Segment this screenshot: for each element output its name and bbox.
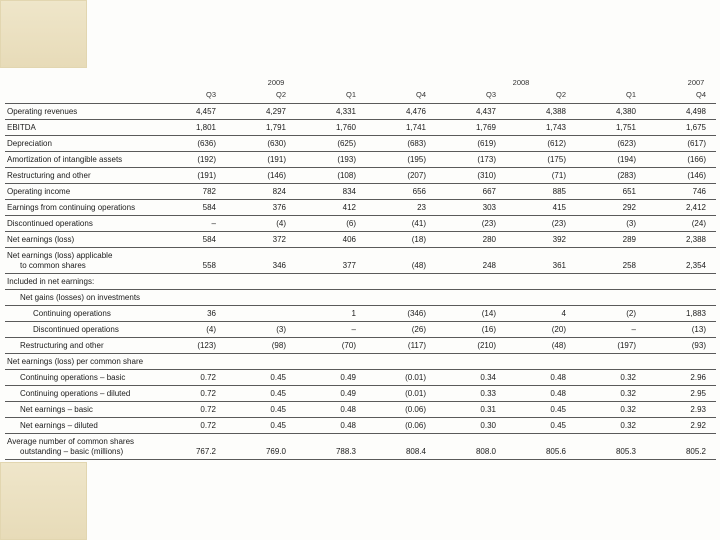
value-cell: (193) bbox=[296, 152, 366, 168]
value-cell: (146) bbox=[646, 168, 716, 184]
value-cell: 4,476 bbox=[366, 104, 436, 120]
table-row bbox=[5, 434, 716, 460]
value-cell: (3) bbox=[576, 216, 646, 232]
year-header-row bbox=[5, 77, 716, 89]
value-cell bbox=[296, 354, 366, 370]
table-row bbox=[5, 136, 716, 152]
row-label: Net earnings – basic bbox=[5, 402, 156, 418]
value-cell: 1,760 bbox=[296, 120, 366, 136]
row-label: Net earnings (loss) per common share bbox=[5, 354, 156, 370]
value-cell bbox=[156, 290, 226, 306]
table-row bbox=[5, 322, 716, 338]
table-row bbox=[5, 216, 716, 232]
row-label: Included in net earnings: bbox=[5, 274, 156, 290]
value-cell: 746 bbox=[646, 184, 716, 200]
value-cell: 4,380 bbox=[576, 104, 646, 120]
value-cell: (636) bbox=[156, 136, 226, 152]
slide-decoration-top-left bbox=[0, 0, 87, 68]
value-cell: 4 bbox=[506, 306, 576, 322]
value-cell: 289 bbox=[576, 232, 646, 248]
quarter-header-row bbox=[5, 89, 716, 104]
value-cell: 805.6 bbox=[506, 434, 576, 460]
value-cell bbox=[226, 290, 296, 306]
value-cell: (191) bbox=[156, 168, 226, 184]
value-cell: 558 bbox=[156, 248, 226, 274]
value-cell: 1,743 bbox=[506, 120, 576, 136]
value-cell: (210) bbox=[436, 338, 506, 354]
table-row bbox=[5, 152, 716, 168]
value-cell: (683) bbox=[366, 136, 436, 152]
row-label: Discontinued operations bbox=[5, 322, 156, 338]
value-cell: (93) bbox=[646, 338, 716, 354]
value-cell: 788.3 bbox=[296, 434, 366, 460]
row-label: Earnings from continuing operations bbox=[5, 200, 156, 216]
value-cell bbox=[436, 274, 506, 290]
value-cell: 4,437 bbox=[436, 104, 506, 120]
value-cell: (24) bbox=[646, 216, 716, 232]
value-cell: 0.45 bbox=[226, 402, 296, 418]
value-cell: (2) bbox=[576, 306, 646, 322]
quarter-header-spacer bbox=[5, 89, 156, 104]
value-cell: (6) bbox=[296, 216, 366, 232]
year-label: 2008 bbox=[512, 78, 530, 87]
value-cell: 667 bbox=[436, 184, 506, 200]
value-cell: (18) bbox=[366, 232, 436, 248]
value-cell: 0.32 bbox=[576, 370, 646, 386]
value-cell: 0.72 bbox=[156, 402, 226, 418]
value-cell: 2.96 bbox=[646, 370, 716, 386]
row-label: Depreciation bbox=[5, 136, 156, 152]
value-cell: (0.06) bbox=[366, 402, 436, 418]
value-cell: 1,883 bbox=[646, 306, 716, 322]
value-cell: 651 bbox=[576, 184, 646, 200]
value-cell: (207) bbox=[366, 168, 436, 184]
value-cell bbox=[436, 354, 506, 370]
value-cell: (0.01) bbox=[366, 370, 436, 386]
value-cell: (310) bbox=[436, 168, 506, 184]
value-cell: – bbox=[156, 216, 226, 232]
table-body bbox=[5, 104, 716, 460]
value-cell: 769.0 bbox=[226, 434, 296, 460]
value-cell: (23) bbox=[436, 216, 506, 232]
table-row bbox=[5, 402, 716, 418]
value-cell: 584 bbox=[156, 200, 226, 216]
value-cell: (70) bbox=[296, 338, 366, 354]
value-cell: 0.45 bbox=[226, 370, 296, 386]
value-cell: 1,675 bbox=[646, 120, 716, 136]
row-label: Continuing operations bbox=[5, 306, 156, 322]
value-cell: 805.3 bbox=[576, 434, 646, 460]
row-label: Operating income bbox=[5, 184, 156, 200]
value-cell bbox=[366, 274, 436, 290]
table-row bbox=[5, 306, 716, 322]
value-cell bbox=[156, 354, 226, 370]
value-cell: (41) bbox=[366, 216, 436, 232]
value-cell bbox=[576, 274, 646, 290]
table-row bbox=[5, 120, 716, 136]
value-cell: 0.32 bbox=[576, 402, 646, 418]
value-cell: 1,769 bbox=[436, 120, 506, 136]
value-cell: (0.06) bbox=[366, 418, 436, 434]
value-cell: 805.2 bbox=[646, 434, 716, 460]
value-cell: 346 bbox=[226, 248, 296, 274]
table-row bbox=[5, 274, 716, 290]
value-cell: 2.92 bbox=[646, 418, 716, 434]
value-cell: 767.2 bbox=[156, 434, 226, 460]
value-cell: (98) bbox=[226, 338, 296, 354]
value-cell: 1,801 bbox=[156, 120, 226, 136]
value-cell bbox=[506, 354, 576, 370]
quarter-label: Q2 bbox=[506, 89, 576, 104]
value-cell: – bbox=[296, 322, 366, 338]
value-cell: (166) bbox=[646, 152, 716, 168]
value-cell: 2,388 bbox=[646, 232, 716, 248]
value-cell: (26) bbox=[366, 322, 436, 338]
value-cell: 406 bbox=[296, 232, 366, 248]
table-row bbox=[5, 184, 716, 200]
value-cell: 0.72 bbox=[156, 370, 226, 386]
value-cell: 376 bbox=[226, 200, 296, 216]
value-cell: 4,388 bbox=[506, 104, 576, 120]
row-label: Restructuring and other bbox=[5, 338, 156, 354]
value-cell: 0.48 bbox=[296, 418, 366, 434]
value-cell bbox=[296, 290, 366, 306]
row-label: Net earnings (loss) bbox=[5, 232, 156, 248]
value-cell: (4) bbox=[226, 216, 296, 232]
value-cell: (71) bbox=[506, 168, 576, 184]
quarter-label: Q1 bbox=[296, 89, 366, 104]
value-cell: (173) bbox=[436, 152, 506, 168]
value-cell: 4,297 bbox=[226, 104, 296, 120]
value-cell: 36 bbox=[156, 306, 226, 322]
value-cell: 361 bbox=[506, 248, 576, 274]
value-cell: (146) bbox=[226, 168, 296, 184]
value-cell: (346) bbox=[366, 306, 436, 322]
value-cell: 834 bbox=[296, 184, 366, 200]
value-cell: (194) bbox=[576, 152, 646, 168]
row-label: Net earnings – diluted bbox=[5, 418, 156, 434]
value-cell: 2.95 bbox=[646, 386, 716, 402]
value-cell: (175) bbox=[506, 152, 576, 168]
value-cell: (0.01) bbox=[366, 386, 436, 402]
year-label: 2009 bbox=[267, 78, 285, 87]
value-cell: (197) bbox=[576, 338, 646, 354]
value-cell: 258 bbox=[576, 248, 646, 274]
value-cell: (195) bbox=[366, 152, 436, 168]
table-row bbox=[5, 338, 716, 354]
value-cell: 303 bbox=[436, 200, 506, 216]
value-cell bbox=[646, 354, 716, 370]
value-cell: 808.4 bbox=[366, 434, 436, 460]
quarter-label: Q1 bbox=[576, 89, 646, 104]
row-label: Continuing operations – basic bbox=[5, 370, 156, 386]
quarter-label: Q4 bbox=[366, 89, 436, 104]
value-cell bbox=[436, 290, 506, 306]
value-cell: 0.30 bbox=[436, 418, 506, 434]
table-row bbox=[5, 168, 716, 184]
value-cell: 1,791 bbox=[226, 120, 296, 136]
value-cell: 0.48 bbox=[296, 402, 366, 418]
table-row bbox=[5, 290, 716, 306]
value-cell: (14) bbox=[436, 306, 506, 322]
value-cell bbox=[506, 290, 576, 306]
value-cell bbox=[506, 274, 576, 290]
value-cell: 0.72 bbox=[156, 418, 226, 434]
value-cell: 0.32 bbox=[576, 418, 646, 434]
value-cell bbox=[646, 290, 716, 306]
value-cell bbox=[366, 354, 436, 370]
value-cell: 808.0 bbox=[436, 434, 506, 460]
row-label: Net gains (losses) on investments bbox=[5, 290, 156, 306]
value-cell: 0.45 bbox=[506, 418, 576, 434]
value-cell: 0.45 bbox=[226, 418, 296, 434]
value-cell: (192) bbox=[156, 152, 226, 168]
table-row bbox=[5, 354, 716, 370]
value-cell: 4,498 bbox=[646, 104, 716, 120]
value-cell: (617) bbox=[646, 136, 716, 152]
table-row bbox=[5, 200, 716, 216]
value-cell: 0.34 bbox=[436, 370, 506, 386]
slide-decoration-bottom-left bbox=[0, 462, 87, 540]
value-cell: 377 bbox=[296, 248, 366, 274]
value-cell bbox=[226, 274, 296, 290]
row-label: EBITDA bbox=[5, 120, 156, 136]
quarter-label: Q2 bbox=[226, 89, 296, 104]
value-cell: (283) bbox=[576, 168, 646, 184]
value-cell: 885 bbox=[506, 184, 576, 200]
value-cell: 0.48 bbox=[506, 370, 576, 386]
row-label: Net earnings (loss) applicable to common shares bbox=[5, 248, 156, 274]
value-cell bbox=[576, 290, 646, 306]
value-cell: 0.72 bbox=[156, 386, 226, 402]
value-cell: (623) bbox=[576, 136, 646, 152]
value-cell: 2,354 bbox=[646, 248, 716, 274]
value-cell: (625) bbox=[296, 136, 366, 152]
value-cell: 584 bbox=[156, 232, 226, 248]
row-label: Operating revenues bbox=[5, 104, 156, 120]
value-cell: 0.32 bbox=[576, 386, 646, 402]
value-cell: 1,741 bbox=[366, 120, 436, 136]
row-label: Continuing operations – diluted bbox=[5, 386, 156, 402]
value-cell: 1 bbox=[296, 306, 366, 322]
quarter-label: Q3 bbox=[436, 89, 506, 104]
value-cell bbox=[646, 274, 716, 290]
value-cell: 2,412 bbox=[646, 200, 716, 216]
value-cell: 0.31 bbox=[436, 402, 506, 418]
value-cell: (4) bbox=[156, 322, 226, 338]
value-cell: 0.49 bbox=[296, 370, 366, 386]
value-cell: 292 bbox=[576, 200, 646, 216]
value-cell: (630) bbox=[226, 136, 296, 152]
value-cell: (48) bbox=[506, 338, 576, 354]
value-cell: 415 bbox=[506, 200, 576, 216]
value-cell: 2.93 bbox=[646, 402, 716, 418]
value-cell bbox=[226, 354, 296, 370]
value-cell bbox=[576, 354, 646, 370]
value-cell: (123) bbox=[156, 338, 226, 354]
value-cell: 372 bbox=[226, 232, 296, 248]
table-row bbox=[5, 418, 716, 434]
quarterly-financials-table bbox=[5, 77, 716, 460]
value-cell: 4,331 bbox=[296, 104, 366, 120]
value-cell: (619) bbox=[436, 136, 506, 152]
table-row bbox=[5, 104, 716, 120]
row-label: Average number of common shares outstanding – basic (millions) bbox=[5, 434, 156, 460]
value-cell: 0.45 bbox=[226, 386, 296, 402]
value-cell: – bbox=[576, 322, 646, 338]
value-cell: (612) bbox=[506, 136, 576, 152]
value-cell: 656 bbox=[366, 184, 436, 200]
value-cell: (48) bbox=[366, 248, 436, 274]
value-cell: 4,457 bbox=[156, 104, 226, 120]
quarter-label: Q3 bbox=[156, 89, 226, 104]
row-label: Discontinued operations bbox=[5, 216, 156, 232]
value-cell: 782 bbox=[156, 184, 226, 200]
value-cell: 0.49 bbox=[296, 386, 366, 402]
value-cell: (20) bbox=[506, 322, 576, 338]
row-label: Restructuring and other bbox=[5, 168, 156, 184]
value-cell: 0.45 bbox=[506, 402, 576, 418]
value-cell: 280 bbox=[436, 232, 506, 248]
quarter-label: Q4 bbox=[646, 89, 716, 104]
value-cell: (3) bbox=[226, 322, 296, 338]
value-cell: (191) bbox=[226, 152, 296, 168]
table-row bbox=[5, 248, 716, 274]
value-cell: 392 bbox=[506, 232, 576, 248]
value-cell: 248 bbox=[436, 248, 506, 274]
value-cell: (108) bbox=[296, 168, 366, 184]
row-label: Amortization of intangible assets bbox=[5, 152, 156, 168]
year-label: 2007 bbox=[687, 78, 705, 87]
value-cell bbox=[296, 274, 366, 290]
year-header-spacer bbox=[5, 77, 156, 89]
value-cell: 0.33 bbox=[436, 386, 506, 402]
value-cell bbox=[156, 274, 226, 290]
value-cell: 412 bbox=[296, 200, 366, 216]
value-cell bbox=[226, 306, 296, 322]
value-cell bbox=[366, 290, 436, 306]
value-cell: (23) bbox=[506, 216, 576, 232]
table-row bbox=[5, 232, 716, 248]
table-row bbox=[5, 386, 716, 402]
value-cell: (16) bbox=[436, 322, 506, 338]
value-cell: 824 bbox=[226, 184, 296, 200]
value-cell: 23 bbox=[366, 200, 436, 216]
table-header bbox=[5, 77, 716, 104]
value-cell: 0.48 bbox=[506, 386, 576, 402]
table-row bbox=[5, 370, 716, 386]
value-cell: (13) bbox=[646, 322, 716, 338]
value-cell: (117) bbox=[366, 338, 436, 354]
value-cell: 1,751 bbox=[576, 120, 646, 136]
